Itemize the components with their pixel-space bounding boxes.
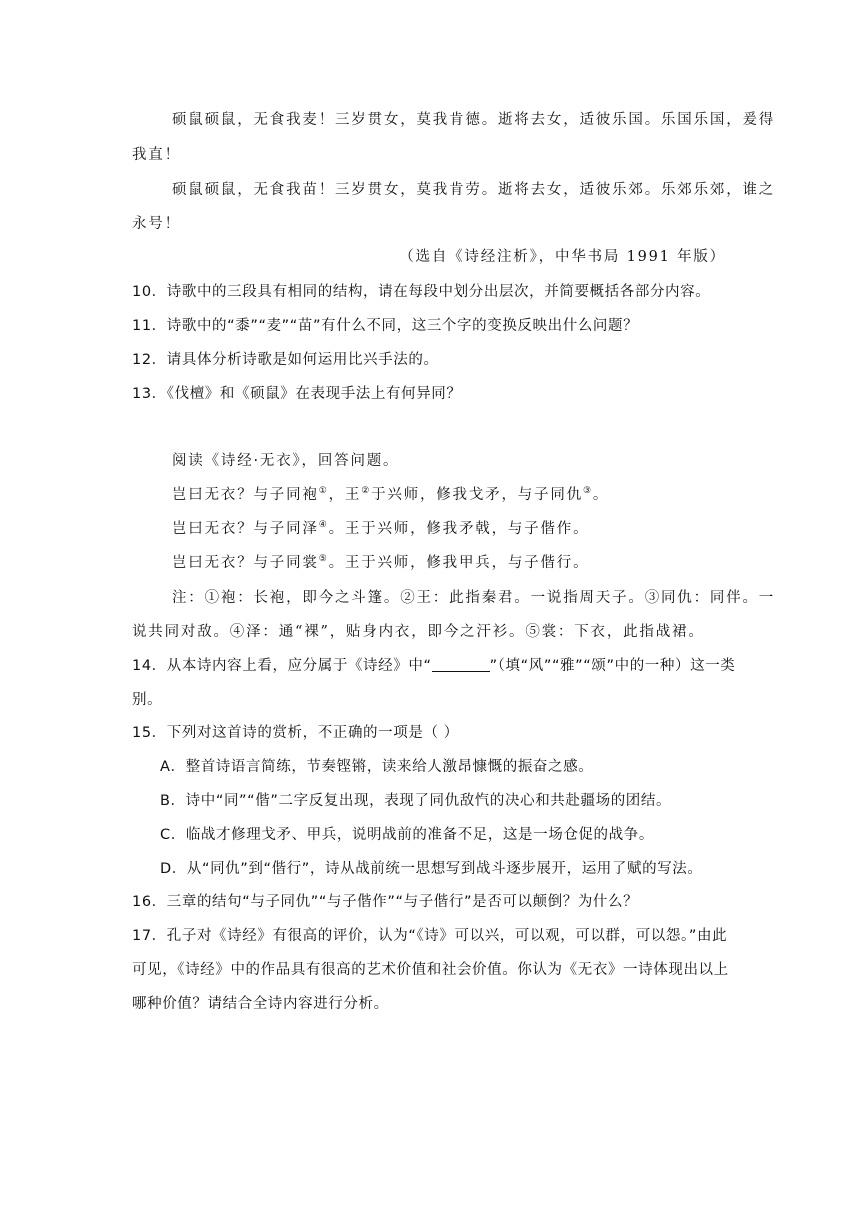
poem2-line1-part4: 。	[592, 487, 610, 503]
poem2-line1	[172, 485, 609, 505]
option-b: B．诗中“同”“偕”二字反复出现，表现了同仇敌忾的决心和共赴疆场的团结。	[160, 793, 672, 809]
question-10: 10．诗歌中的三段具有相同的结构，请在每段中划分出层次，并简要概括各部分内容。	[132, 284, 711, 300]
note-marker-5: ⑤	[318, 554, 329, 565]
poem2-intro: 阅读《诗经·无衣》，回答问题。	[172, 453, 400, 469]
option-d: D．从“同仇”到“偕行”，诗从战前统一思想写到战斗逐步展开，运用了赋的写法。	[160, 861, 703, 877]
poem2-line3-part2: 。王于兴师，修我甲兵，与子偕行。	[328, 555, 590, 571]
poem1-stanza3-line2: 永号！	[132, 216, 181, 232]
poem1-stanza2-line1: 硕鼠硕鼠，无食我麦！三岁贯女，莫我肯德。逝将去女，适彼乐国。乐国乐国，爰得	[172, 112, 776, 128]
option-a: A．整首诗语言简练，节奏铿锵，读来给人激昂慷慨的振奋之感。	[160, 759, 594, 775]
poem2-notes-line1: 注：①袍：长袍，即今之斗篷。②王：此指秦君。一说指周天子。③同仇：同伴。一	[172, 590, 776, 606]
poem2-line1-part2: ，王	[328, 487, 362, 503]
poem2-notes-line2: 说共同对敌。④泽：通“裸”，贴身内衣，即今之汗衫。⑤裳：下衣，此指战裙。	[132, 624, 705, 640]
question-14	[132, 656, 735, 676]
question-15: 15．下列对这首诗的赏析，不正确的一项是（ ）	[132, 725, 459, 741]
answer-blank[interactable]	[432, 657, 490, 672]
question-14-continued: 别。	[132, 692, 163, 708]
poem1-stanza3-line1: 硕鼠硕鼠，无食我苗！三岁贯女，莫我肯劳。逝将去女，适彼乐郊。乐郊乐郊，谁之	[172, 182, 776, 198]
question-17-line3: 哪种价值？请结合全诗内容进行分析。	[132, 996, 389, 1012]
poem2-line3	[172, 553, 589, 573]
question-16: 16．三章的结句“与子同仇”“与子偕作”“与子偕行”是否可以颠倒？为什么？	[132, 894, 639, 910]
question-17-line1: 17．孔子对《诗经》有很高的评价，认为“《诗》可以兴，可以观，可以群，可以怨。”由此	[132, 928, 728, 944]
note-marker-1: ①	[318, 486, 329, 497]
poem2-line3-part1: 岂曰无衣？与子同裳	[172, 555, 319, 571]
question-17-line2: 可见，《诗经》中的作品具有很高的艺术价值和社会价值。你认为《无衣》一诗体现出以上	[132, 962, 729, 978]
question-14-part2: ”（填“风”“雅”“颂”中的一种）这一类	[489, 658, 736, 674]
question-13: 13．《伐檀》和《硕鼠》在表现手法上有何异同？	[132, 386, 462, 402]
poem2-line2	[172, 519, 589, 539]
poem2-line2-part2: 。王于兴师，修我矛戟，与子偕作。	[328, 521, 590, 537]
poem2-line2-part1: 岂曰无衣？与子同泽	[172, 521, 319, 537]
question-14-part1: 14．从本诗内容上看，应分属于《诗经》中“	[132, 658, 432, 674]
poem2-line1-part3: 于兴师，修我戈矛，与子同仇	[371, 487, 583, 503]
question-12: 12．请具体分析诗歌是如何运用比兴手法的。	[132, 352, 439, 368]
poem2-line1-part1: 岂曰无衣？与子同袍	[172, 487, 319, 503]
note-marker-4: ④	[318, 520, 329, 531]
note-marker-3: ③	[582, 486, 593, 497]
poem1-stanza2-line2: 我直！	[132, 147, 181, 163]
poem1-source: （选自《诗经注析》，中华书局 1991 年版）	[399, 249, 726, 265]
option-c: C．临战才修理戈矛、甲兵，说明战前的准备不足，这是一场仓促的战争。	[160, 827, 654, 843]
note-marker-2: ②	[361, 486, 372, 497]
question-11: 11．诗歌中的“黍”“麦”“苗”有什么不同，这三个字的变换反映出什么问题？	[132, 318, 639, 334]
